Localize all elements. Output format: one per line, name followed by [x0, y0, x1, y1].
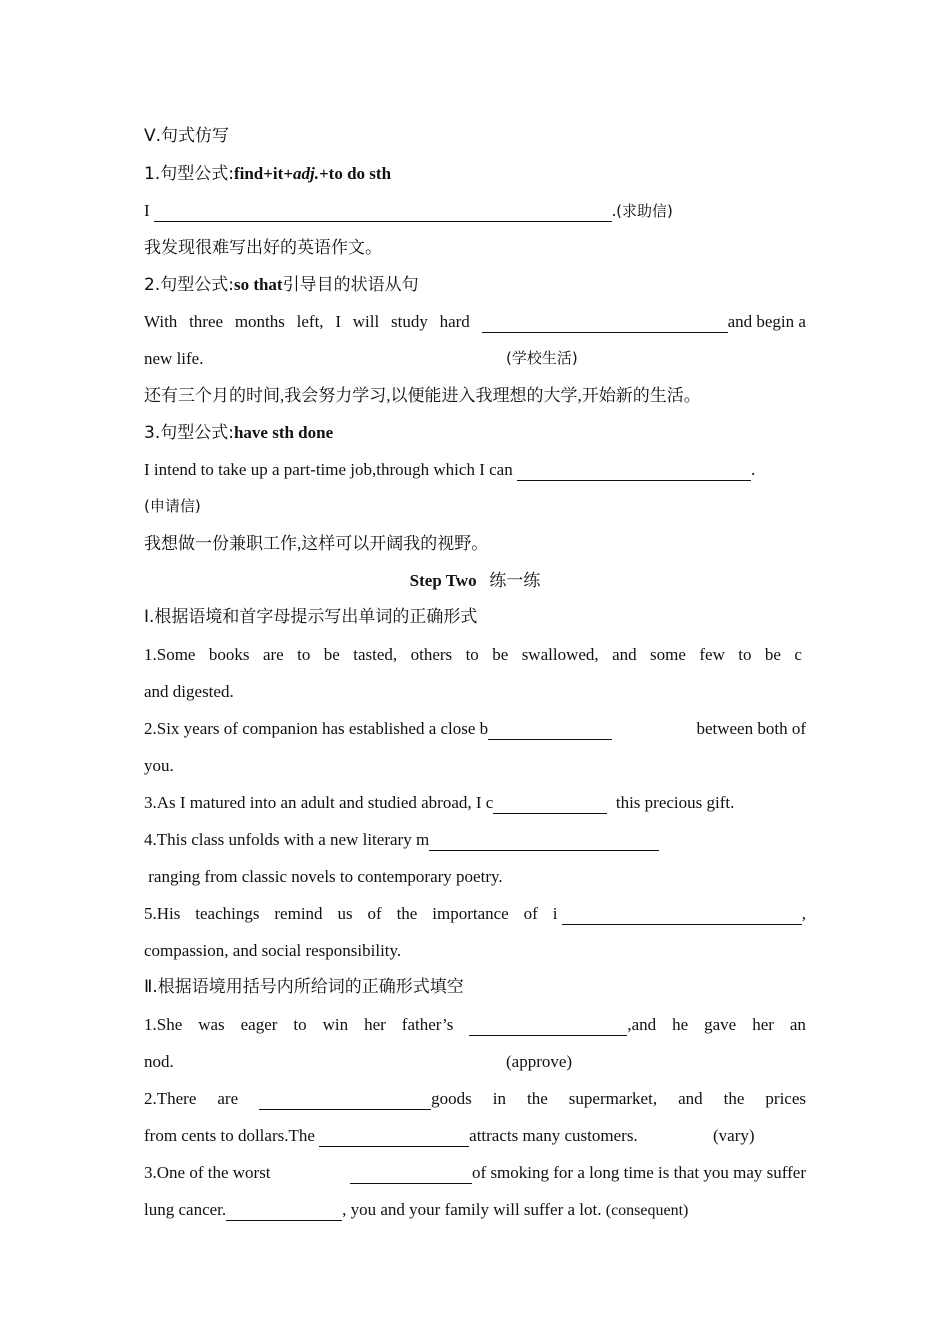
p2-q1-word: to — [293, 1015, 307, 1034]
s5-q2-blank-group — [482, 303, 806, 340]
s5-q1-tag: (求助信) — [616, 202, 673, 220]
p1-q1-word: be — [323, 645, 340, 664]
s5-q2-line2 — [144, 340, 806, 377]
part-2-heading: Ⅱ.根据语境用括号内所给词的正确形式填空 — [144, 977, 464, 997]
p2-q3-blank-2[interactable] — [226, 1198, 342, 1221]
s5-q2-word: With — [144, 312, 178, 331]
p2-q3-mid: of smoking for a long time is that you may suffer — [472, 1163, 806, 1182]
p2-q2-word: the — [527, 1089, 548, 1108]
p1-q3-line — [144, 784, 806, 821]
p2-q2-word: 2.There — [144, 1089, 197, 1108]
p1-q5-line2: compassion, and social responsibility. — [144, 941, 402, 960]
p1-q4-line2: ranging from classic novels to contemporary poetry. — [144, 867, 503, 886]
s5-q3-end: . — [750, 460, 756, 479]
s5-q3-line1 — [144, 451, 806, 488]
p2-q1-blank[interactable] — [469, 1013, 627, 1036]
p1-q1-word: books — [208, 645, 250, 664]
s5-q1-chinese: 我发现很难写出好的英语作文。 — [144, 238, 382, 257]
s5-q2-blank[interactable] — [482, 310, 728, 333]
p2-q2-line2-start: from cents to dollars.The — [144, 1126, 315, 1145]
p2-q2-blank-2[interactable] — [319, 1124, 469, 1147]
s5-q2-chinese: 还有三个月的时间,我会努力学习,以便能进入我理想的大学,开始新的生活。 — [144, 386, 701, 405]
p1-q3-start: 3.As I matured into an adult and studied abroad, I c — [144, 793, 494, 812]
p2-q1-word: gave — [704, 1015, 737, 1034]
s5-q2-prefix: 2.句型公式: — [144, 275, 234, 295]
s5-q2-formula: so that — [233, 275, 283, 294]
p1-q5-word: i — [552, 904, 558, 923]
step-two-en: Step Two — [409, 571, 477, 590]
p2-q3-blank-1[interactable] — [350, 1161, 472, 1184]
p1-q5-word: teachings — [195, 904, 260, 923]
p2-q2-line2 — [144, 1117, 806, 1154]
p2-q2-word: supermarket, — [568, 1089, 658, 1108]
part-1-heading: Ⅰ.根据语境和首字母提示写出单词的正确形式 — [144, 607, 478, 627]
p1-q5-blank[interactable] — [562, 902, 802, 925]
p1-q2-start: 2.Six years of companion has established a close b — [144, 719, 489, 738]
s5-q1-blank[interactable] — [154, 199, 612, 222]
section-5-heading: Ⅴ.句式仿写 — [144, 126, 230, 146]
p1-q1-line2: and digested. — [144, 682, 234, 701]
p1-q1-word: c — [794, 645, 802, 664]
step-two-cn: 练一练 — [489, 571, 541, 591]
p2-q3-line2-start: lung cancer. — [144, 1200, 227, 1219]
s5-q3-prefix: 3.句型公式: — [144, 423, 234, 443]
p2-q2-word: prices — [765, 1089, 806, 1108]
p1-q2-blank[interactable] — [488, 717, 612, 740]
p1-q4-line1 — [144, 821, 806, 858]
p2-q2-blank-group — [259, 1080, 472, 1117]
s5-q1-start: I — [144, 201, 150, 220]
p2-q2-blank-1[interactable] — [259, 1087, 431, 1110]
p1-q1-word: some — [650, 645, 686, 664]
p1-q4-start: 4.This class unfolds with a new literary m — [144, 830, 430, 849]
p2-q2-word: in — [492, 1089, 507, 1108]
p2-q1-word: her — [752, 1015, 774, 1034]
p1-q5-word: 5.His — [144, 904, 181, 923]
p2-q2-word: and — [678, 1089, 703, 1108]
p2-q3-start: 3.One of the worst — [144, 1163, 271, 1182]
p1-q5-end: , — [801, 904, 806, 923]
p1-q3-blank[interactable] — [493, 791, 607, 814]
p1-q2-line2: you. — [144, 756, 174, 775]
s5-q1-sentence — [144, 192, 806, 229]
s5-q3-heading — [144, 414, 806, 451]
p1-q2-start-group — [144, 710, 612, 747]
p2-q1-line2 — [144, 1043, 806, 1080]
p1-q5-blank-group — [553, 895, 806, 932]
p2-q1-blank-group — [469, 1006, 656, 1043]
s5-q1-prefix: 1.句型公式: — [144, 164, 234, 184]
p2-q3-line1 — [144, 1154, 806, 1191]
p2-q1-tag: (approve) — [506, 1052, 573, 1071]
p1-q1-word: to — [738, 645, 752, 664]
s5-q1-end: . — [611, 201, 617, 220]
s5-q2-word: left, — [296, 312, 324, 331]
s5-q2-line1 — [144, 303, 806, 340]
p1-q1-line1 — [144, 636, 802, 673]
p2-q1-line1 — [144, 1006, 806, 1043]
p2-q1-word: he — [672, 1015, 689, 1034]
p2-q2-word: goods — [431, 1089, 472, 1108]
p1-q5-line1 — [144, 895, 806, 932]
p1-q5-word: remind — [274, 904, 323, 923]
s5-q2-tag: (学校生活) — [506, 349, 578, 367]
p1-q1-word: swallowed, — [521, 645, 599, 664]
p2-q3-tag: (consequent) — [605, 1202, 689, 1219]
s5-q3-chinese: 我想做一份兼职工作,这样可以开阔我的视野。 — [144, 534, 489, 553]
step-two-title — [144, 562, 806, 599]
p1-q1-word: are — [262, 645, 284, 664]
p1-q4-blank[interactable] — [429, 828, 659, 851]
p2-q1-word: an — [789, 1015, 806, 1034]
s5-q2-word: study — [390, 312, 428, 331]
s5-q1-formula-b: +to do sth — [319, 164, 392, 183]
p1-q2-line1 — [144, 710, 806, 747]
s5-q2-heading — [144, 266, 806, 303]
p1-q3-end: this precious gift. — [615, 793, 735, 812]
worksheet-page — [144, 118, 806, 1228]
p2-q1-word: her — [364, 1015, 386, 1034]
p1-q5-word: importance — [432, 904, 509, 923]
s5-q3-tag: (申请信) — [144, 497, 201, 515]
s5-q2-word: will — [352, 312, 380, 331]
s5-q2-line2-text: new life. — [144, 349, 204, 368]
s5-q2-word: hard — [439, 312, 470, 331]
p1-q1-word: be — [764, 645, 781, 664]
p1-q1-word: to — [465, 645, 479, 664]
p1-q1-word: others — [410, 645, 453, 664]
p2-q2-word: are — [217, 1089, 239, 1108]
s5-q2-word: three — [189, 312, 224, 331]
p2-q3-blank-group — [350, 1154, 806, 1191]
p2-q2-line2-end: attracts many customers. — [469, 1126, 638, 1145]
p2-q2-word: the — [723, 1089, 745, 1108]
p1-q1-word: be — [492, 645, 509, 664]
s5-q2-end: and begin a — [727, 312, 806, 331]
p2-q3-line2 — [144, 1191, 806, 1228]
s5-q2-rest: 引导目的状语从句 — [282, 275, 419, 295]
p2-q3-line2-end: , you and your family will suffer a lot. — [342, 1200, 602, 1219]
p2-q2-tag: (vary) — [713, 1126, 755, 1145]
p1-q5-word: us — [337, 904, 353, 923]
p2-q1-word: ,and — [627, 1015, 657, 1034]
p2-q1-word: win — [322, 1015, 349, 1034]
p2-q1-word: 1.She — [144, 1015, 183, 1034]
p1-q2-end: between both of — [696, 719, 806, 738]
s5-q1-formula-adj: adj. — [293, 164, 319, 183]
p2-q1-word: father’s — [401, 1015, 454, 1034]
p1-q1-word: few — [699, 645, 725, 664]
s5-q3-blank[interactable] — [517, 458, 751, 481]
s5-q1-formula-a: find+it+ — [233, 164, 294, 183]
p2-q1-line2-text: nod. — [144, 1052, 174, 1071]
s5-q3-formula: have sth done — [233, 423, 334, 442]
s5-q3-start: I intend to take up a part-time job,through which I can — [144, 460, 513, 479]
p1-q1-word: and — [612, 645, 637, 664]
s5-q2-word: months — [234, 312, 285, 331]
p2-q1-word: eager — [240, 1015, 278, 1034]
p2-q1-word: was — [198, 1015, 225, 1034]
s5-q1-heading — [144, 155, 806, 192]
p1-q5-word: the — [396, 904, 418, 923]
s5-q2-word: I — [335, 312, 341, 331]
p1-q1-word: tasted, — [353, 645, 398, 664]
p1-q5-word: of — [523, 904, 538, 923]
p1-q1-word: to — [297, 645, 311, 664]
p1-q1-word: 1.Some — [144, 645, 196, 664]
p1-q5-word: of — [367, 904, 382, 923]
p2-q2-line1 — [144, 1080, 806, 1117]
